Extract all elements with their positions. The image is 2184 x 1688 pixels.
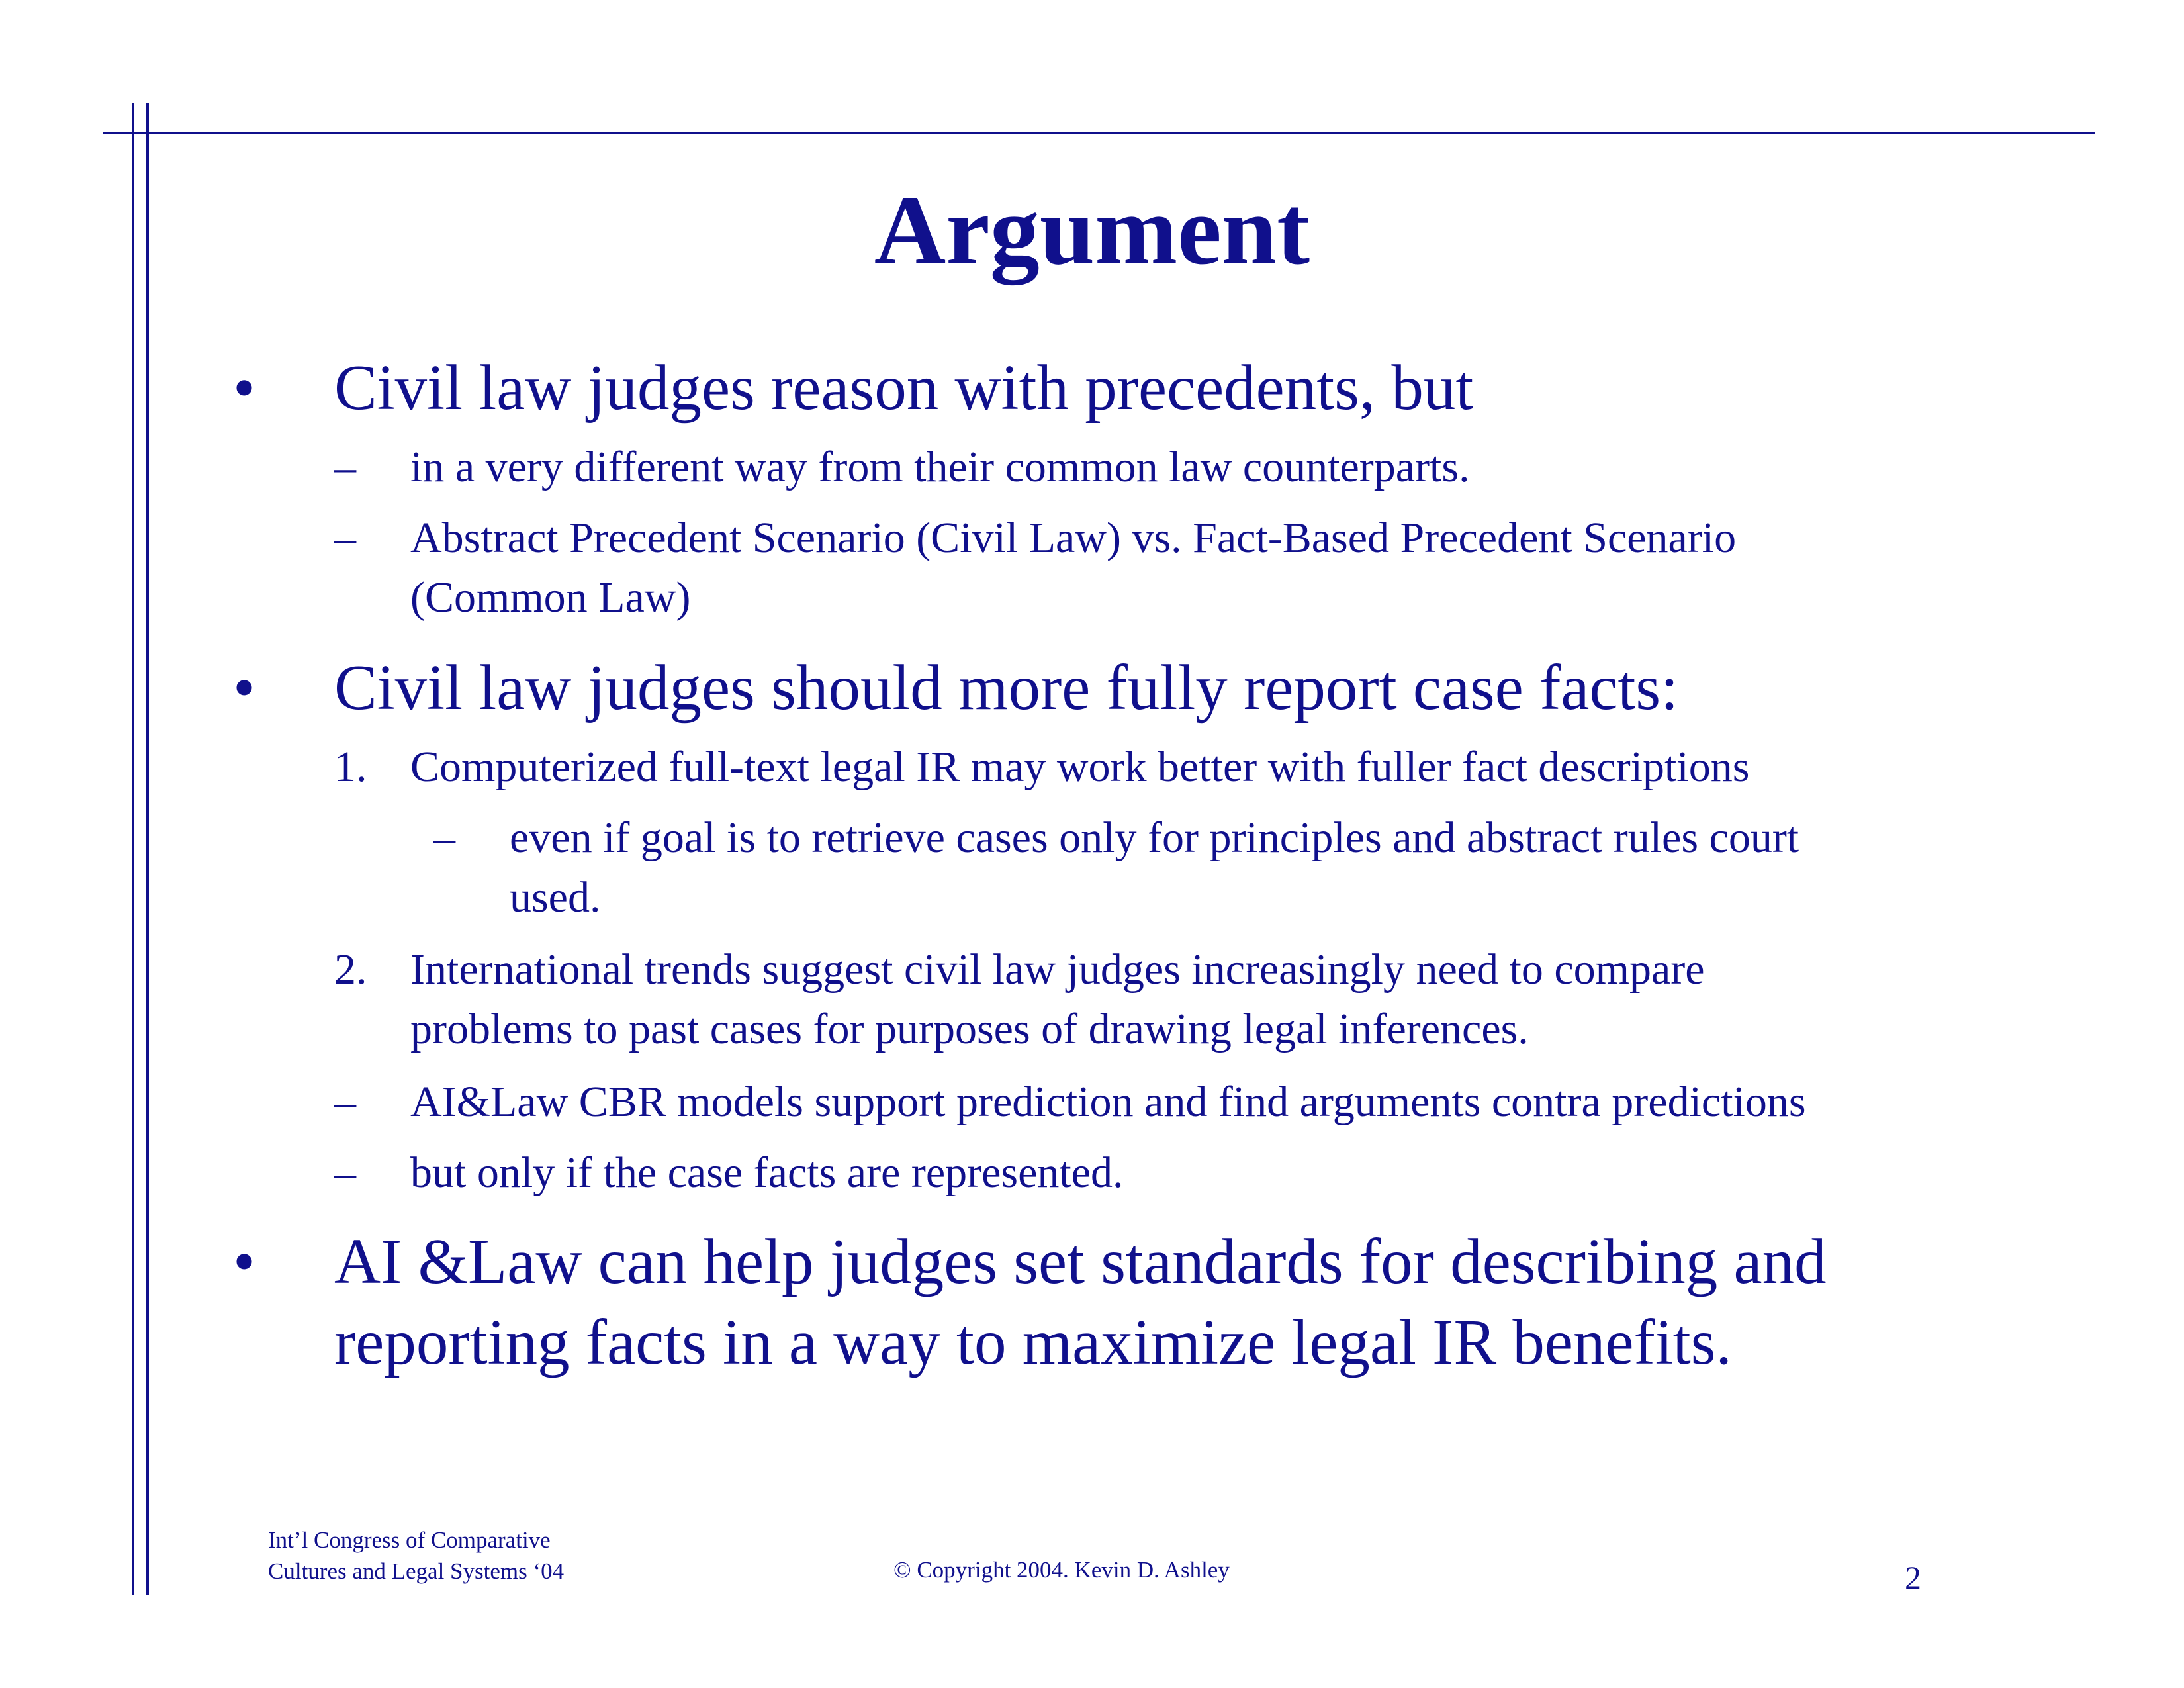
left-vertical-rule-inner	[146, 103, 149, 1595]
bullet-marker: •	[233, 1226, 255, 1297]
top-horizontal-rule	[103, 132, 2095, 134]
bullet-marker: •	[233, 652, 255, 723]
dash-marker: –	[334, 1078, 356, 1126]
sub-item-cbr-models: AI&Law CBR models support prediction and find arguments contra predictions	[410, 1078, 1806, 1126]
sub-item-abstract-precedent-line1: Abstract Precedent Scenario (Civil Law) vs. Fact-Based Precedent Scenario	[410, 514, 1737, 562]
left-vertical-rule-outer	[132, 103, 134, 1595]
dash-marker: –	[334, 514, 356, 562]
number-marker-1: 1.	[334, 743, 367, 791]
sub-item-case-facts: but only if the case facts are represented.	[410, 1149, 1124, 1197]
bullet-marker: •	[233, 352, 255, 423]
bullet-2-text: Civil law judges should more fully report case facts:	[334, 652, 1679, 723]
bullet-3-line1: AI &Law can help judges set standards for describing and	[334, 1226, 1827, 1297]
dash-marker: –	[334, 443, 356, 491]
dash-marker: –	[334, 1149, 356, 1197]
footer-conference-line2: Cultures and Legal Systems ‘04	[268, 1558, 565, 1584]
sub-item-retrieve-line1: even if goal is to retrieve cases only for principles and abstract rules court	[510, 814, 1799, 862]
footer-conference-line1: Int’l Congress of Comparative	[268, 1527, 551, 1553]
page-number: 2	[1905, 1559, 1921, 1596]
numbered-item-2-line1: International trends suggest civil law judges increasingly need to compare	[410, 945, 1705, 994]
slide-title: Argument	[874, 175, 1310, 285]
number-marker-2: 2.	[334, 945, 367, 994]
numbered-item-2-line2: problems to past cases for purposes of drawing legal inferences.	[410, 1005, 1529, 1053]
bullet-3-line2: reporting facts in a way to maximize legal IR benefits.	[334, 1307, 1732, 1378]
sub-item-retrieve-line2: used.	[510, 873, 601, 921]
footer-copyright: © Copyright 2004. Kevin D. Ashley	[893, 1557, 1230, 1583]
numbered-item-1: Computerized full-text legal IR may work better with fuller fact descriptions	[410, 743, 1750, 791]
sub-item-abstract-precedent-line2: (Common Law)	[410, 573, 691, 622]
dash-marker: –	[433, 814, 455, 862]
bullet-1-text: Civil law judges reason with precedents, but	[334, 352, 1474, 423]
sub-item-different-way: in a very different way from their common law counterparts.	[410, 443, 1470, 491]
